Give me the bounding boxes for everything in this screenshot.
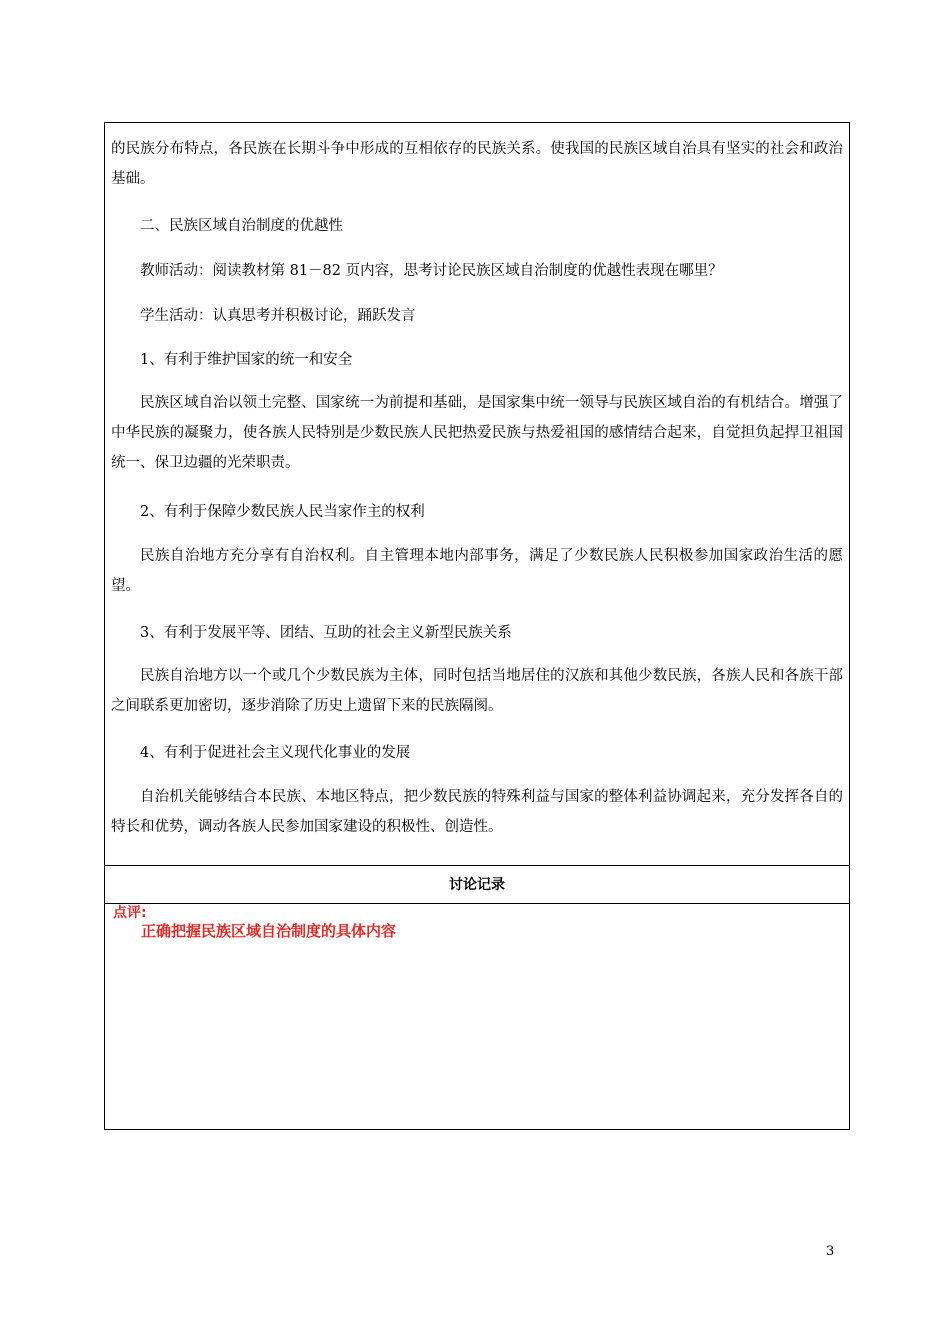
point-heading-2: 2、有利于保障少数民族人民当家作主的权利 (140, 504, 425, 520)
teacher-activity: 教师活动：阅读教材第 81－82 页内容，思考讨论民族区域自治制度的优越性表现在哪里？ (140, 263, 723, 279)
student-activity: 学生活动：认真思考并积极讨论，踊跃发言 (140, 308, 416, 324)
paragraph: 的民族分布特点，各民族在长期斗争中形成的互相依存的民族关系。使我国的民族区域自治具有坚实的社会和政治基础。 (111, 141, 843, 187)
point-heading-3: 3、有利于发展平等、团结、互助的社会主义新型民族关系 (140, 625, 512, 641)
discussion-record-cell (105, 904, 849, 1129)
point-body-2: 民族自治地方充分享有自治权利。自主管理本地内部事务，满足了少数民族人民积极参加国家政治生活的愿望。 (111, 548, 843, 594)
discussion-title: 讨论记录 (105, 866, 849, 904)
comment-label: 点评: (113, 905, 147, 921)
point-body-3: 民族自治地方以一个或几个少数民族为主体，同时包括当地居住的汉族和其他少数民族，各族人民和各族干部之间联系更加密切，逐步消除了历史上遗留下来的民族隔阂。 (111, 668, 843, 714)
point-heading-1: 1、有利于维护国家的统一和安全 (140, 352, 353, 368)
comment-text: 正确把握民族区域自治制度的具体内容 (141, 922, 397, 940)
point-body-4: 自治机关能够结合本民族、本地区特点，把少数民族的特殊利益与国家的整体利益协调起来，充分发挥各自的特长和优势，调动各族人民参加国家建设的积极性、创造性。 (111, 789, 843, 835)
page-number: 3 (826, 1244, 835, 1259)
lesson-content-cell (105, 123, 849, 866)
section-heading: 二、民族区域自治制度的优越性 (140, 218, 343, 234)
lesson-table (104, 122, 850, 1130)
point-body-1: 民族区域自治以领土完整、国家统一为前提和基础，是国家集中统一领导与民族区域自治的有机结合。增强了中华民族的凝聚力，使各族人民特别是少数民族人民把热爱民族与热爱祖国的感情结合起来，自觉担负起捍卫祖国统一、保卫边疆的光荣职责。 (111, 395, 843, 471)
point-heading-4: 4、有利于促进社会主义现代化事业的发展 (140, 745, 411, 761)
